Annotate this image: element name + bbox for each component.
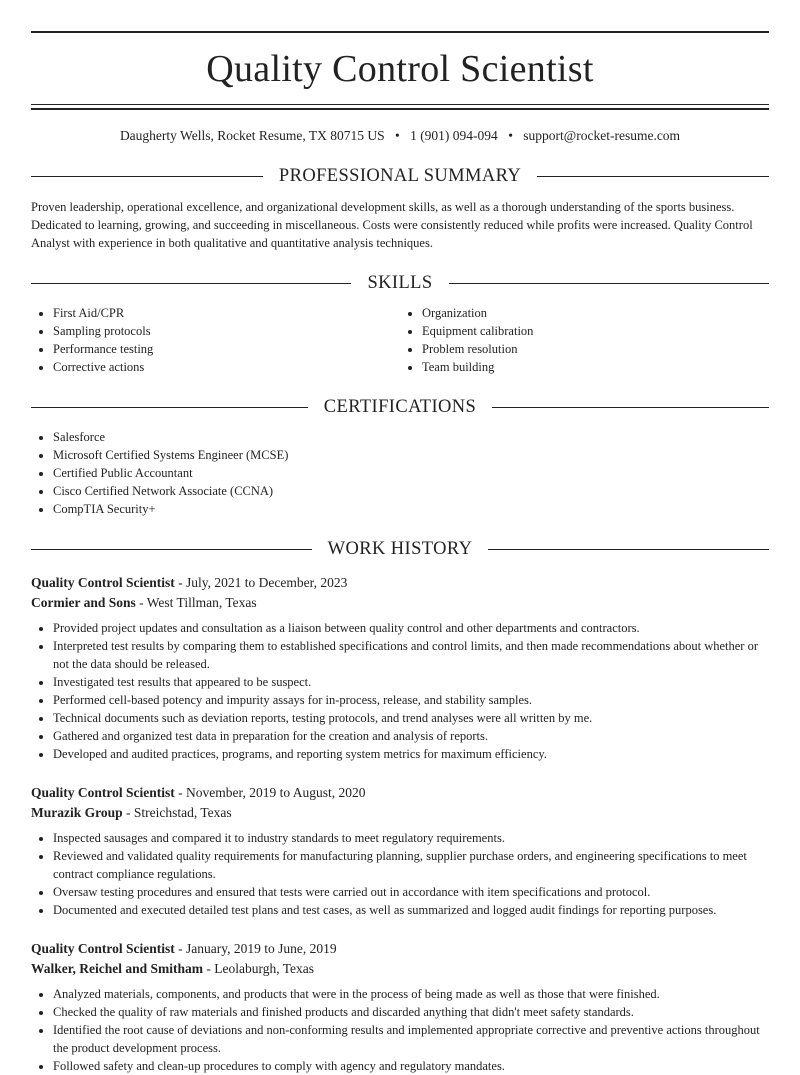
job-location: - Streichstad, Texas	[122, 805, 232, 820]
contact-separator: •	[394, 128, 400, 143]
job-bullets	[31, 829, 769, 919]
skill-item: • Problem resolution	[422, 340, 769, 358]
job-dates: - November, 2019 to August, 2020	[174, 785, 366, 800]
job-bullet: • Provided project updates and consultation as a liaison between quality control and other departments and contractors.	[53, 619, 769, 637]
job-bullet: • Gathered and organized test data in preparation for the creation and analysis of reports.	[53, 727, 769, 745]
job-role: Quality Control Scientist	[31, 785, 175, 800]
job-company: Walker, Reichel and Smitham	[31, 961, 204, 976]
job-company-line	[31, 959, 769, 979]
skill-item: • Team building	[422, 358, 769, 376]
contact-separator: •	[508, 128, 513, 143]
resume-page	[31, 0, 769, 1075]
skills-column-left	[31, 304, 400, 376]
skills-heading	[31, 271, 769, 295]
job-bullet: • Performed cell-based potency and impurity assays for in-process, release, and stability samples.	[53, 691, 769, 709]
heading-rule-left	[31, 283, 351, 284]
skill-item: • Corrective actions	[53, 358, 400, 376]
job-location: - West Tillman, Texas	[135, 595, 257, 610]
job-entry	[31, 939, 769, 1075]
certification-item: • CompTIA Security+	[53, 500, 769, 518]
certifications-list	[31, 428, 769, 518]
job-title-line	[31, 573, 769, 593]
certification-item: • Salesforce	[53, 428, 769, 446]
job-bullet: • Developed and audited practices, programs, and reporting system metrics for maximum efficiency.	[53, 745, 769, 763]
heading-rule-right	[537, 176, 769, 177]
job-bullets	[31, 985, 769, 1075]
summary-heading-text: PROFESSIONAL SUMMARY	[278, 166, 522, 186]
work-heading-text: WORK HISTORY	[327, 539, 473, 559]
title-double-rule	[31, 104, 769, 110]
job-entry	[31, 783, 769, 919]
certification-item: • Certified Public Accountant	[53, 464, 769, 482]
heading-rule-right	[449, 283, 769, 284]
job-bullet: • Interpreted test results by comparing them to established specifications and control limits, and then made recommendations about whether or not the data should be released.	[53, 637, 769, 673]
job-bullet: • Identified the root cause of deviations and non-conforming results and implemented appropriate corrective and preventive actions throughout the product development process.	[53, 1021, 769, 1057]
certifications-heading	[31, 395, 769, 419]
job-bullet: • Documented and executed detailed test plans and test cases, as well as summarized and logged audit findings for reporting purposes.	[53, 901, 769, 919]
skill-item: • Sampling protocols	[53, 322, 400, 340]
job-company-line	[31, 593, 769, 613]
contact-line	[31, 127, 769, 145]
job-title-line	[31, 939, 769, 959]
skill-item: • Organization	[422, 304, 769, 322]
work-heading	[31, 537, 769, 561]
job-bullet: • Checked the quality of raw materials and finished products and discarded anything that didn't meet safety standards.	[53, 1003, 769, 1021]
job-title-line	[31, 783, 769, 803]
contact-address: Daugherty Wells, Rocket Resume, TX 80715 US	[119, 128, 385, 143]
job-bullet: • Technical documents such as deviation reports, testing protocols, and trend analyses were all written by me.	[53, 709, 769, 727]
job-entry	[31, 573, 769, 763]
job-bullet: • Analyzed materials, components, and products that were in the process of being made as well as those that were finished.	[53, 985, 769, 1003]
heading-rule-left	[31, 549, 312, 550]
heading-rule-right	[492, 407, 769, 408]
job-bullet: • Followed safety and clean-up procedures to comply with agency and regulatory mandates.	[53, 1057, 769, 1075]
skills-column-right	[400, 304, 769, 376]
job-role: Quality Control Scientist	[31, 575, 175, 590]
job-company: Cormier and Sons	[31, 595, 136, 610]
certification-item: • Microsoft Certified Systems Engineer (MCSE)	[53, 446, 769, 464]
certifications-heading-text: CERTIFICATIONS	[323, 397, 477, 417]
skill-item: • Equipment calibration	[422, 322, 769, 340]
certification-item: • Cisco Certified Network Associate (CCNA)	[53, 482, 769, 500]
heading-rule-right	[488, 549, 769, 550]
heading-rule-left	[31, 407, 308, 408]
summary-text: Proven leadership, operational excellence, and organizational development skills, as well as a thorough understanding of the sports business. Dedicated to learning, growing, and succeeding in miscellaneous. Costs were consistently reduced while profits were increased. Quality Control Analyst with experience in both qualitative and quantitative analysis techniques.	[31, 200, 753, 250]
job-company-line	[31, 803, 769, 823]
job-company: Murazik Group	[31, 805, 123, 820]
job-bullet: • Reviewed and validated quality requirements for manufacturing planning, supplier purchase orders, and engineering specifications to meet contract compliance regulations.	[53, 847, 769, 883]
skill-item: • First Aid/CPR	[53, 304, 400, 322]
job-location: - Leolaburgh, Texas	[203, 961, 315, 976]
job-bullet: • Inspected sausages and compared it to industry standards to meet regulatory requirements.	[53, 829, 769, 847]
summary-heading	[31, 164, 769, 188]
job-bullet: • Oversaw testing procedures and ensured that tests were carried out in accordance with item specifications and protocol.	[53, 883, 769, 901]
job-role: Quality Control Scientist	[31, 941, 175, 956]
contact-phone: 1 (901) 094-094	[410, 128, 498, 143]
heading-rule-left	[31, 176, 263, 177]
contact-email: support@rocket-resume.com	[523, 128, 681, 143]
skill-item: • Performance testing	[53, 340, 400, 358]
skills-heading-text: SKILLS	[367, 273, 433, 293]
skills-list	[31, 304, 769, 376]
job-bullets	[31, 619, 769, 763]
job-dates: - January, 2019 to June, 2019	[174, 941, 337, 956]
job-bullet: • Investigated test results that appeared to be suspect.	[53, 673, 769, 691]
job-dates: - July, 2021 to December, 2023	[174, 575, 348, 590]
resume-title: Quality Control Scientist	[206, 48, 594, 90]
top-rule	[31, 31, 769, 33]
